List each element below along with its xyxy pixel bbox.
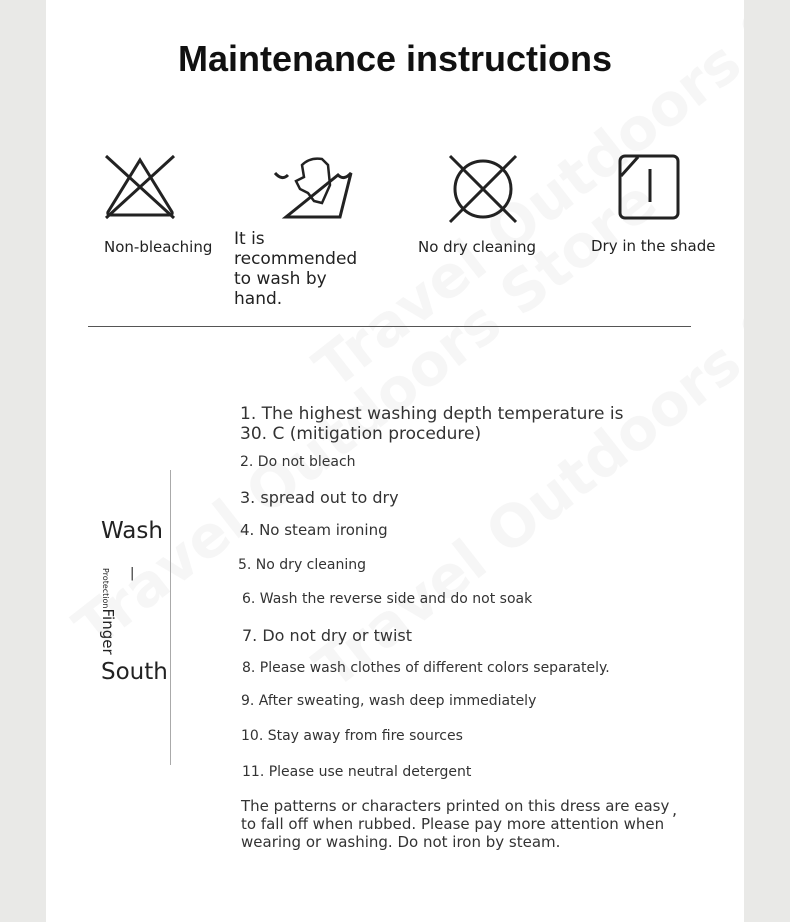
page [46, 0, 744, 922]
care-note: The patterns or characters printed on this dress are easy to fall off when rubbed. Please pay more attention when wearing or washing. Do not iron by steam. [241, 797, 670, 851]
no-dry-clean-icon [448, 154, 518, 224]
instruction-item: 8. Please wash clothes of different colors separately. [242, 660, 610, 676]
instruction-item: 1. The highest washing depth temperature is 30. C (mitigation procedure) [240, 404, 624, 444]
instruction-item: 5. No dry cleaning [238, 557, 366, 573]
icon-label: No dry cleaning [418, 238, 537, 256]
side-vertical-text [99, 568, 118, 655]
no-bleach-icon [104, 154, 176, 220]
hand-wash-icon [272, 155, 354, 219]
instruction-item: 6. Wash the reverse side and do not soak [242, 591, 533, 607]
icon-label: Dry in the shade [591, 237, 716, 255]
instruction-item: 2. Do not bleach [240, 454, 356, 470]
divider [88, 326, 691, 327]
vertical-divider [170, 470, 171, 765]
dry-in-shade-icon [618, 154, 682, 220]
side-small-text: Protection [101, 568, 110, 609]
instruction-item: 9. After sweating, wash deep immediately [241, 693, 537, 709]
note-mark: , [672, 800, 678, 819]
side-finger-text: Finger [99, 608, 117, 655]
icon-label: Non-bleaching [104, 238, 213, 256]
instruction-item: 10. Stay away from fire sources [241, 728, 463, 744]
instruction-item: 3. spread out to dry [240, 488, 399, 507]
instruction-item: 4. No steam ironing [240, 521, 388, 539]
page-title: Maintenance instructions [177, 38, 613, 79]
instruction-item: 7. Do not dry or twist [242, 626, 412, 645]
side-label-wash: Wash [101, 518, 163, 544]
instruction-item: 11. Please use neutral detergent [242, 764, 472, 780]
side-dash: | [130, 566, 135, 581]
side-label-south: South [101, 659, 168, 685]
icon-label: It is recommended to wash by hand. [234, 229, 358, 309]
